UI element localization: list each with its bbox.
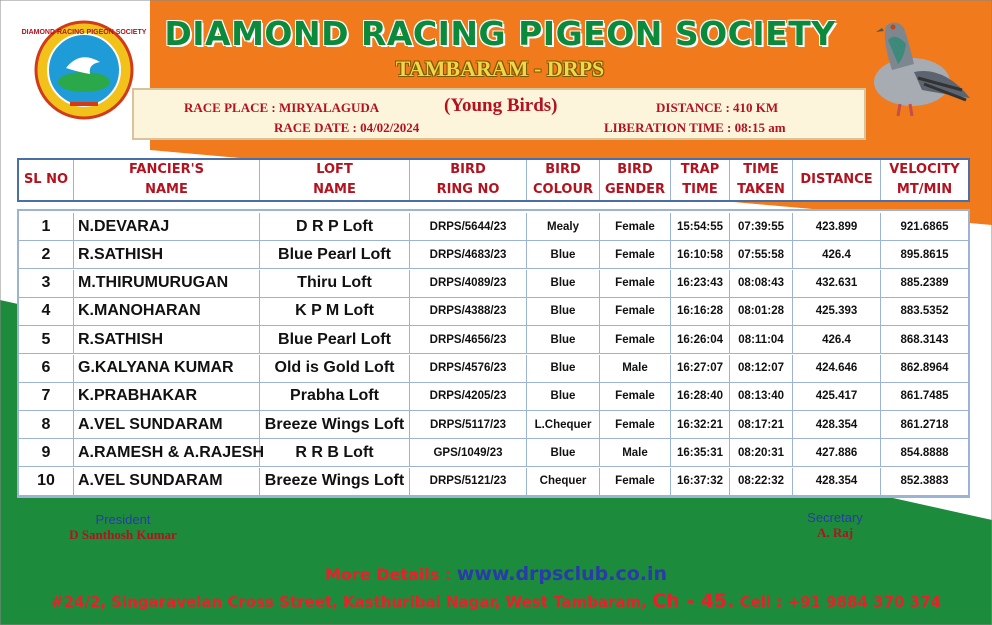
cell-bird-gender: Male xyxy=(600,355,671,382)
cell-bird-gender: Female xyxy=(600,411,671,438)
table-row xyxy=(19,383,968,411)
cell-bird-colour: Blue xyxy=(527,270,600,297)
cell-sl-no: 1 xyxy=(19,213,74,240)
cell-velocity: 868.3143 xyxy=(900,333,949,346)
cell-bird-gender: Female xyxy=(600,241,671,268)
cell-velocity: 854.8888 xyxy=(900,446,949,459)
cell-loft-name: D R P Loft xyxy=(260,213,410,240)
cell-loft-name: Blue Pearl Loft xyxy=(260,241,410,268)
cell-sl-no: 6 xyxy=(19,355,74,382)
cell-sl-no: 8 xyxy=(19,411,74,438)
cell-velocity: 861.2718 xyxy=(900,418,949,431)
cell-velocity: 861.7485 xyxy=(900,390,949,403)
header-trap-time: TRAP TIME xyxy=(671,160,730,200)
more-details xyxy=(0,563,992,585)
cell-fancier-name: A.VEL SUNDARAM xyxy=(74,468,260,495)
cell-distance: 426.4 xyxy=(793,241,881,268)
cell-distance: 423.899 xyxy=(793,213,881,240)
cell-fancier-name: M.THIRUMURUGAN xyxy=(74,270,260,297)
cell-fancier-name: R.SATHISH xyxy=(74,326,260,353)
header-distance: DISTANCE xyxy=(793,160,881,200)
table-row xyxy=(19,241,968,269)
cell-trap-time: 15:54:55 xyxy=(671,213,730,240)
header-velocity: VELOCITY MT/MIN xyxy=(889,162,960,197)
table-row xyxy=(19,355,968,383)
cell-trap-time: 16:37:32 xyxy=(671,468,730,495)
cell-time-taken: 08:01:28 xyxy=(730,298,793,325)
header-loft-name: LOFT NAME xyxy=(260,160,410,200)
cell-ring-no: DRPS/4205/23 xyxy=(410,383,527,410)
cell-velocity: 885.2389 xyxy=(900,277,949,290)
cell-time-taken: 07:39:55 xyxy=(730,213,793,240)
president-role: President xyxy=(95,512,151,527)
cell-trap-time: 16:16:28 xyxy=(671,298,730,325)
cell-sl-no: 9 xyxy=(19,439,74,466)
cell-trap-time: 16:10:58 xyxy=(671,241,730,268)
secretary-signature xyxy=(780,510,890,541)
results-table-body xyxy=(17,209,970,498)
cell-trap-time: 16:23:43 xyxy=(671,270,730,297)
website-link[interactable]: www.drpsclub.co.in xyxy=(456,563,668,585)
cell-trap-time: 16:28:40 xyxy=(671,383,730,410)
cell-bird-colour: Blue xyxy=(527,326,600,353)
secretary-role: Secretary xyxy=(807,510,863,525)
cell-distance: 426.4 xyxy=(793,326,881,353)
society-logo xyxy=(21,20,147,120)
liberation-time: LIBERATION TIME : 08:15 am xyxy=(604,120,786,135)
cell-trap-time: 16:26:04 xyxy=(671,326,730,353)
cell-loft-name: K P M Loft xyxy=(260,298,410,325)
contact-cell: Cell : +91 9884 370 374 xyxy=(739,593,941,611)
cell-velocity: 883.5352 xyxy=(900,305,949,318)
table-row xyxy=(19,411,968,439)
cell-sl-no: 7 xyxy=(19,383,74,410)
cell-bird-gender: Female xyxy=(600,298,671,325)
cell-fancier-name: A.VEL SUNDARAM xyxy=(74,411,260,438)
cell-velocity: 921.6865 xyxy=(900,220,949,233)
cell-time-taken: 08:12:07 xyxy=(730,355,793,382)
cell-loft-name: Old is Gold Loft xyxy=(260,355,410,382)
cell-sl-no: 10 xyxy=(19,468,74,495)
header-sl-no: SL NO xyxy=(19,160,74,200)
cell-velocity: 862.8964 xyxy=(900,362,949,374)
cell-bird-colour: Blue xyxy=(527,241,600,268)
cell-distance: 427.886 xyxy=(793,439,881,466)
cell-trap-time: 16:35:31 xyxy=(671,439,730,466)
cell-distance: 425.393 xyxy=(793,298,881,325)
table-row xyxy=(19,270,968,298)
cell-fancier-name: G.KALYANA KUMAR xyxy=(74,355,260,382)
race-place: RACE PLACE : MIRYALAGUDA xyxy=(184,100,380,115)
address-text: #24/2, Singaravelan Cross Street, Kasthuribai Nagar, West Tambaram, xyxy=(51,593,647,611)
cell-loft-name: Breeze Wings Loft xyxy=(260,411,410,438)
cell-time-taken: 08:08:43 xyxy=(730,270,793,297)
society-subtitle: TAMBARAM - DRPS xyxy=(395,56,605,81)
cell-bird-colour: L.Chequer xyxy=(527,411,600,438)
cell-bird-colour: Mealy xyxy=(527,213,600,240)
header-ring-no: BIRD RING NO xyxy=(410,160,527,200)
cell-distance: 432.631 xyxy=(793,270,881,297)
header-fancier-name: FANCIER'S NAME xyxy=(74,160,260,200)
cell-bird-colour: Blue xyxy=(527,439,600,466)
cell-distance: 424.646 xyxy=(793,355,881,382)
race-date: RACE DATE : 04/02/2024 xyxy=(274,120,420,135)
cell-ring-no: DRPS/5121/23 xyxy=(410,468,527,495)
cell-fancier-name: R.SATHISH xyxy=(74,241,260,268)
society-title: DIAMOND RACING PIGEON SOCIETY xyxy=(164,14,836,53)
secretary-name: A. Raj xyxy=(816,525,854,540)
cell-ring-no: DRPS/4683/23 xyxy=(410,241,527,268)
cell-bird-gender: Female xyxy=(600,326,671,353)
cell-loft-name: R R B Loft xyxy=(260,439,410,466)
cell-bird-colour: Blue xyxy=(527,355,600,382)
race-distance: DISTANCE : 410 KM xyxy=(656,100,779,115)
cell-time-taken: 08:13:40 xyxy=(730,383,793,410)
race-info-box xyxy=(132,88,866,140)
cell-trap-time: 16:32:21 xyxy=(671,411,730,438)
cell-fancier-name: K.PRABHAKAR xyxy=(74,383,260,410)
header-bird-gender: BIRD GENDER xyxy=(600,160,671,200)
table-row xyxy=(19,213,968,241)
cell-trap-time: 16:27:07 xyxy=(671,355,730,382)
cell-ring-no: GPS/1049/23 xyxy=(410,439,527,466)
address-ch: Ch - 45. xyxy=(652,590,735,612)
cell-time-taken: 08:11:04 xyxy=(730,326,793,353)
table-row xyxy=(19,298,968,326)
cell-distance: 428.354 xyxy=(793,468,881,495)
header-bird-colour: BIRD COLOUR xyxy=(527,160,600,200)
cell-fancier-name: N.DEVARAJ xyxy=(74,213,260,240)
cell-fancier-name: K.MANOHARAN xyxy=(74,298,260,325)
cell-fancier-name: A.RAMESH & A.RAJESH xyxy=(74,439,260,466)
cell-bird-gender: Female xyxy=(600,213,671,240)
cell-time-taken: 07:55:58 xyxy=(730,241,793,268)
cell-ring-no: DRPS/5644/23 xyxy=(410,213,527,240)
table-row xyxy=(19,468,968,496)
cell-ring-no: DRPS/4656/23 xyxy=(410,326,527,353)
cell-loft-name: Thiru Loft xyxy=(260,270,410,297)
cell-bird-colour: Chequer xyxy=(527,468,600,495)
cell-bird-gender: Female xyxy=(600,383,671,410)
cell-bird-gender: Female xyxy=(600,270,671,297)
cell-time-taken: 08:22:32 xyxy=(730,468,793,495)
cell-time-taken: 08:17:21 xyxy=(730,411,793,438)
cell-sl-no: 5 xyxy=(19,326,74,353)
cell-loft-name: Blue Pearl Loft xyxy=(260,326,410,353)
cell-sl-no: 2 xyxy=(19,241,74,268)
more-details-label: More Details : xyxy=(324,565,452,584)
race-category: (Young Birds) xyxy=(444,95,558,116)
results-table-header xyxy=(17,158,970,202)
cell-loft-name: Prabha Loft xyxy=(260,383,410,410)
cell-velocity: 852.3883 xyxy=(900,475,949,488)
table-row xyxy=(19,326,968,354)
logo-text: DIAMOND RACING PIGEON SOCIETY xyxy=(21,29,147,36)
cell-velocity: 895.8615 xyxy=(900,248,949,261)
header-time-taken: TIME TAKEN xyxy=(730,160,793,200)
president-signature xyxy=(48,512,198,543)
cell-ring-no: DRPS/5117/23 xyxy=(410,411,527,438)
cell-distance: 425.417 xyxy=(793,383,881,410)
cell-sl-no: 4 xyxy=(19,298,74,325)
cell-ring-no: DRPS/4388/23 xyxy=(410,298,527,325)
cell-loft-name: Breeze Wings Loft xyxy=(260,468,410,495)
table-row xyxy=(19,439,968,467)
pigeon-illustration xyxy=(852,10,972,122)
cell-sl-no: 3 xyxy=(19,270,74,297)
cell-distance: 428.354 xyxy=(793,411,881,438)
cell-bird-colour: Blue xyxy=(527,298,600,325)
cell-bird-gender: Male xyxy=(600,439,671,466)
cell-ring-no: DRPS/4089/23 xyxy=(410,270,527,297)
president-name: D Santhosh Kumar xyxy=(69,527,177,542)
cell-time-taken: 08:20:31 xyxy=(730,439,793,466)
cell-bird-gender: Female xyxy=(600,468,671,495)
cell-ring-no: DRPS/4576/23 xyxy=(410,355,527,382)
address-line xyxy=(0,590,992,612)
cell-bird-colour: Blue xyxy=(527,383,600,410)
